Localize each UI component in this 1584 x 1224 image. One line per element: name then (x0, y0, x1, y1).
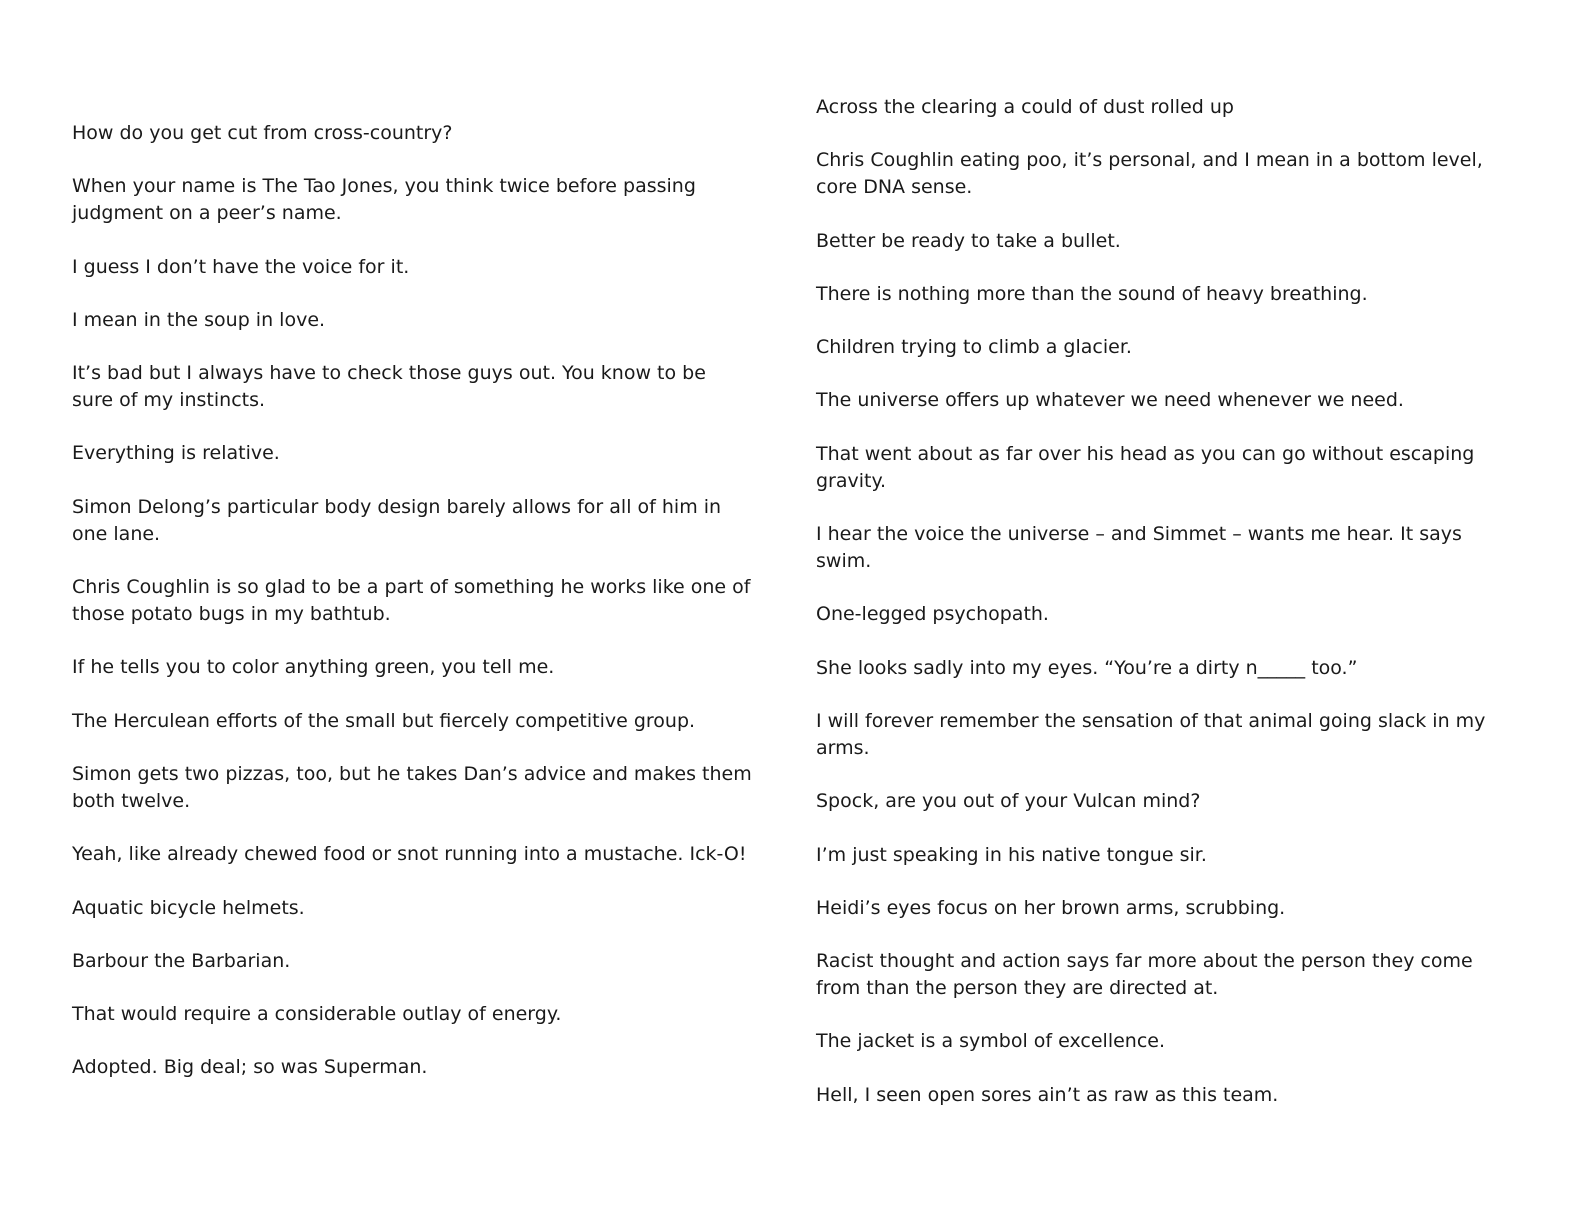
line-item: Everything is relative. (72, 442, 280, 465)
line-item: That would require a considerable outlay of energy. (72, 1003, 562, 1026)
line-item: Aquatic bicycle helmets. (72, 896, 305, 919)
line-item: Racist thought and action says far more about the person they come from than the person they are directed at. (816, 950, 1473, 1000)
line-item: I will forever remember the sensation of that animal going slack in my arms. (816, 709, 1486, 759)
line-item: Adopted. Big deal; so was Superman. (72, 1056, 428, 1079)
line-item: She looks sadly into my eyes. “You’re a dirty n_____ too.” (816, 656, 1358, 679)
line-item: Spock, are you out of your Vulcan mind? (816, 790, 1201, 813)
line-item: Across the clearing a could of dust rolled up (816, 96, 1234, 118)
line-item: That went about as far over his head as you can go without escaping gravity. (816, 442, 1475, 492)
line-item: I’m just speaking in his native tongue sir. (816, 843, 1207, 866)
line-item: Chris Coughlin is so glad to be a part of something he works like one of those potato bugs in my bathtub. (72, 576, 751, 626)
line-item: Chris Coughlin eating poo, it’s personal, and I mean in a bottom level, core DNA sense. (816, 149, 1483, 199)
line-item: Simon Delong’s particular body design barely allows for all of him in one lane. (72, 495, 722, 545)
line-item: Simon gets two pizzas, too, but he takes Dan’s advice and makes them both twelve. (72, 762, 752, 812)
line-item: There is nothing more than the sound of heavy breathing. (816, 282, 1368, 305)
line-item: If he tells you to color anything green, you tell me. (72, 656, 555, 679)
right-column (816, 94, 1506, 1135)
line-item: Barbour the Barbarian. (72, 949, 291, 972)
line-item: When your name is The Tao Jones, you think twice before passing judgment on a peer’s name. (72, 175, 696, 225)
line-item: The universe offers up whatever we need whenever we need. (816, 389, 1404, 412)
line-item: I guess I don’t have the voice for it. (72, 255, 410, 278)
line-item: Heidi’s eyes focus on her brown arms, scrubbing. (816, 896, 1286, 919)
line-item: One-legged psychopath. (816, 603, 1049, 626)
line-item: How do you get cut from cross-country? (72, 122, 453, 144)
line-item: Children trying to climb a glacier. (816, 336, 1132, 359)
left-column (72, 120, 752, 1108)
line-item: The jacket is a symbol of excellence. (816, 1030, 1166, 1053)
line-item: Hell, I seen open sores ain’t as raw as this team. (816, 1083, 1279, 1106)
line-item: I hear the voice the universe – and Simmet – wants me hear. It says swim. (816, 523, 1462, 573)
line-item: The Herculean efforts of the small but fiercely competitive group. (72, 709, 696, 732)
line-item: I mean in the soup in love. (72, 308, 326, 331)
line-item: It’s bad but I always have to check those guys out. You know to be sure of my instincts. (72, 362, 706, 412)
line-item: Yeah, like already chewed food or snot running into a mustache. Ick-O! (72, 843, 747, 866)
line-item: Better be ready to take a bullet. (816, 229, 1121, 252)
